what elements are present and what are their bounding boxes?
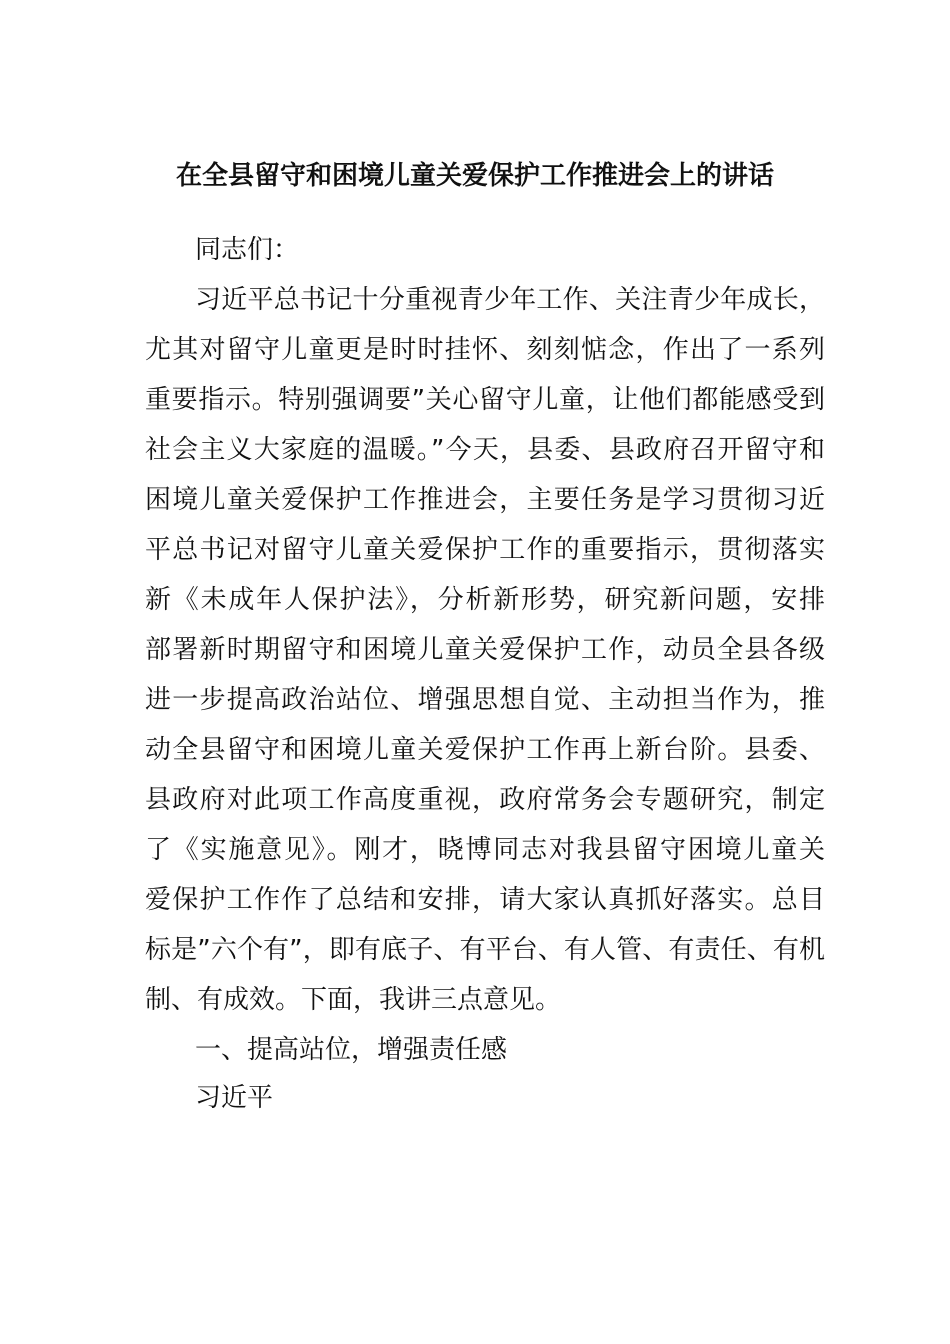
paragraph-line: 困境儿童关爱保护工作推进会，主要任务是学习贯彻习近 (145, 485, 825, 515)
paragraph-line: 重要指示。特别强调要”关心留守儿童，让他们都能感受到 (145, 385, 825, 415)
trailing-text: 习近平 (195, 1083, 274, 1113)
paragraph-line: 标是”六个有”，即有底子、有平台、有人管、有责任、有机 (145, 935, 825, 965)
paragraph-line: 了《实施意见》。刚才，晓博同志对我县留守困境儿童关 (145, 835, 825, 865)
section-heading: 一、提高站位，增强责任感 (195, 1035, 508, 1065)
paragraph-line: 尤其对留守儿童更是时时挂怀、刻刻惦念，作出了一系列 (145, 335, 825, 365)
paragraph-line: 动全县留守和困境儿童关爱保护工作再上新台阶。县委、 (145, 735, 825, 765)
paragraph-line: 县政府对此项工作高度重视，政府常务会专题研究，制定 (145, 785, 825, 815)
paragraph-line: 爱保护工作作了总结和安排，请大家认真抓好落实。总目 (145, 885, 825, 915)
paragraph-line: 习近平总书记十分重视青少年工作、关注青少年成长， (195, 285, 825, 315)
paragraph-line: 社会主义大家庭的温暖。”今天，县委、县政府召开留守和 (145, 435, 825, 465)
salutation: 同志们： (195, 235, 300, 265)
paragraph-line: 部署新时期留守和困境儿童关爱保护工作，动员全县各级 (145, 635, 825, 665)
paragraph-line: 新《未成年人保护法》，分析新形势，研究新问题，安排 (145, 585, 825, 615)
paragraph-line: 制、有成效。下面，我讲三点意见。 (145, 985, 562, 1015)
document-title: 在全县留守和困境儿童关爱保护工作推进会上的讲话 (175, 161, 774, 191)
paragraph-line: 平总书记对留守儿童关爱保护工作的重要指示，贯彻落实 (145, 535, 825, 565)
paragraph-line: 进一步提高政治站位、增强思想自觉、主动担当作为，推 (145, 685, 825, 715)
